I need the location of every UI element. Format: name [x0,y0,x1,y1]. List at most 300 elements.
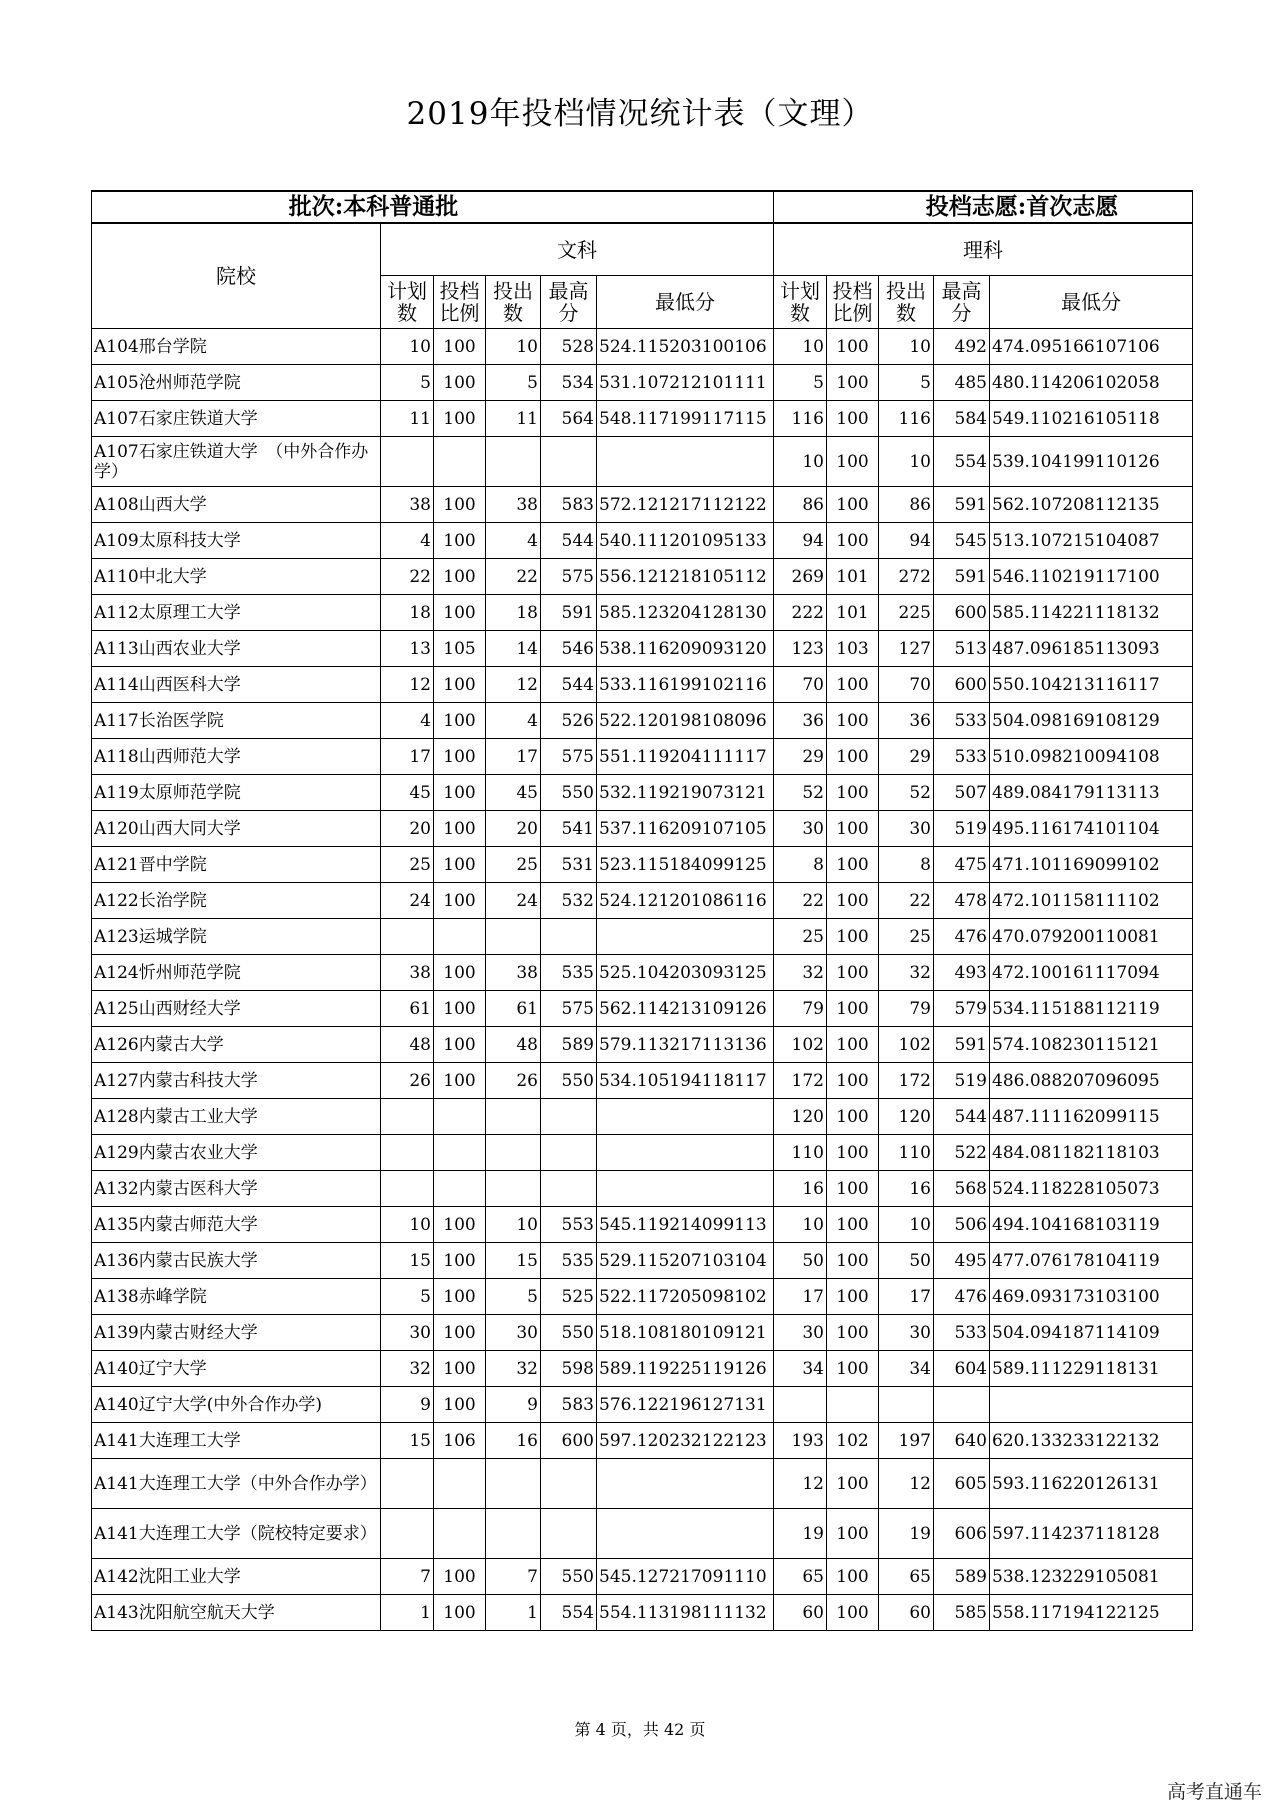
arts-min-cell: 538.116209093120 [597,631,774,667]
science-ratio-cell: 100 [827,739,879,775]
science-max-cell: 579 [934,991,990,1027]
arts-min-cell: 562.114213109126 [597,991,774,1027]
arts-issued-cell [486,1171,541,1207]
science-max-cell: 568 [934,1171,990,1207]
science-max-cell: 533 [934,1315,990,1351]
science-plan-cell: 22 [774,883,827,919]
science-min-cell: 477.076178104119 [990,1243,1193,1279]
science-min-cell: 513.107215104087 [990,523,1193,559]
arts-max-cell: 550 [541,775,597,811]
science-issued-cell: 22 [879,883,934,919]
science-ratio-cell: 100 [827,847,879,883]
arts-col-issued: 投出数 [486,276,541,329]
arts-issued-cell: 12 [486,667,541,703]
science-max-cell: 492 [934,329,990,365]
school-name: A141大连理工大学（中外合作办学） [92,1459,381,1509]
arts-min-cell: 554.113198111132 [597,1595,774,1631]
arts-issued-cell: 5 [486,1279,541,1315]
school-name: A139内蒙古财经大学 [92,1315,381,1351]
arts-min-cell: 579.113217113136 [597,1027,774,1063]
science-plan-cell: 10 [774,437,827,487]
science-min-cell: 593.116220126131 [990,1459,1193,1509]
arts-max-cell: 526 [541,703,597,739]
science-plan-cell: 16 [774,1171,827,1207]
science-min-cell: 574.108230115121 [990,1027,1193,1063]
arts-max-cell: 535 [541,955,597,991]
arts-min-cell: 537.116209107105 [597,811,774,847]
science-min-cell: 589.111229118131 [990,1351,1193,1387]
school-name: A128内蒙古工业大学 [92,1099,381,1135]
arts-max-cell: 544 [541,667,597,703]
science-plan-cell: 269 [774,559,827,595]
arts-ratio-cell: 100 [434,523,486,559]
arts-min-cell: 531.107212101111 [597,365,774,401]
science-ratio-cell [827,1387,879,1423]
arts-issued-cell: 4 [486,523,541,559]
science-col-plan: 计划数 [774,276,827,329]
arts-plan-cell: 24 [381,883,434,919]
arts-ratio-cell: 100 [434,559,486,595]
science-issued-cell: 12 [879,1459,934,1509]
table-row [92,595,1193,631]
science-max-cell: 591 [934,559,990,595]
school-name: A124忻州师范学院 [92,955,381,991]
arts-ratio-cell [434,1135,486,1171]
arts-plan-cell: 7 [381,1559,434,1595]
arts-plan-cell: 45 [381,775,434,811]
science-max-cell: 640 [934,1423,990,1459]
arts-issued-cell: 11 [486,401,541,437]
science-plan-cell: 30 [774,811,827,847]
science-min-cell: 504.094187114109 [990,1315,1193,1351]
arts-plan-cell: 48 [381,1027,434,1063]
arts-issued-cell: 25 [486,847,541,883]
school-name: A123运城学院 [92,919,381,955]
arts-max-cell: 535 [541,1243,597,1279]
science-min-cell: 487.096185113093 [990,631,1193,667]
science-ratio-cell: 100 [827,883,879,919]
arts-min-cell: 545.119214099113 [597,1207,774,1243]
science-plan-cell: 79 [774,991,827,1027]
arts-issued-cell: 38 [486,487,541,523]
school-name: A132内蒙古医科大学 [92,1171,381,1207]
arts-plan-cell: 26 [381,1063,434,1099]
science-min-cell: 562.107208112135 [990,487,1193,523]
science-plan-cell: 50 [774,1243,827,1279]
arts-plan-cell: 20 [381,811,434,847]
arts-ratio-cell: 100 [434,667,486,703]
science-plan-cell: 94 [774,523,827,559]
science-min-cell: 470.079200110081 [990,919,1193,955]
arts-max-cell: 583 [541,487,597,523]
arts-issued-cell: 20 [486,811,541,847]
science-max-cell: 507 [934,775,990,811]
science-min-cell: 524.118228105073 [990,1171,1193,1207]
science-min-cell: 620.133233122132 [990,1423,1193,1459]
science-plan-cell: 8 [774,847,827,883]
science-issued-cell: 10 [879,437,934,487]
science-col-issued: 投出数 [879,276,934,329]
science-plan-cell: 110 [774,1135,827,1171]
science-ratio-cell: 100 [827,1027,879,1063]
arts-min-cell: 534.105194118117 [597,1063,774,1099]
science-issued-cell: 19 [879,1509,934,1559]
table-row [92,523,1193,559]
arts-max-cell [541,1135,597,1171]
science-plan-cell: 10 [774,1207,827,1243]
science-ratio-cell: 100 [827,955,879,991]
table-row [92,955,1193,991]
table-row [92,1315,1193,1351]
science-plan-cell: 19 [774,1509,827,1559]
table-row [92,1423,1193,1459]
arts-min-cell [597,1099,774,1135]
science-max-cell: 475 [934,847,990,883]
school-name: A112太原理工大学 [92,595,381,631]
watermark: 高考直通车 [1166,1781,1262,1803]
arts-plan-cell [381,1459,434,1509]
science-plan-cell: 193 [774,1423,827,1459]
arts-min-cell: 529.115207103104 [597,1243,774,1279]
science-min-cell: 472.100161117094 [990,955,1193,991]
school-name: A127内蒙古科技大学 [92,1063,381,1099]
table-row [92,1595,1193,1631]
arts-issued-cell: 9 [486,1387,541,1423]
science-ratio-cell: 100 [827,1171,879,1207]
science-plan-cell: 29 [774,739,827,775]
science-ratio-cell: 100 [827,523,879,559]
science-ratio-cell: 100 [827,437,879,487]
arts-issued-cell: 45 [486,775,541,811]
science-plan-cell: 102 [774,1027,827,1063]
arts-min-cell: 522.120198108096 [597,703,774,739]
arts-issued-cell [486,437,541,487]
school-name: A108山西大学 [92,487,381,523]
science-ratio-cell: 100 [827,1243,879,1279]
science-issued-cell: 8 [879,847,934,883]
science-issued-cell: 5 [879,365,934,401]
admission-table [91,190,1193,1631]
document-title: 2019年投档情况统计表（文理） [406,96,874,132]
arts-min-cell: 523.115184099125 [597,847,774,883]
arts-ratio-cell [434,1459,486,1509]
arts-ratio-cell: 100 [434,811,486,847]
arts-issued-cell: 14 [486,631,541,667]
arts-ratio-cell: 100 [434,1027,486,1063]
table-row [92,329,1193,365]
arts-ratio-cell: 100 [434,847,486,883]
science-issued-cell: 79 [879,991,934,1027]
arts-min-cell [597,1459,774,1509]
science-issued-cell: 272 [879,559,934,595]
arts-header: 文科 [381,223,774,276]
arts-plan-cell [381,1171,434,1207]
science-max-cell: 519 [934,1063,990,1099]
arts-min-cell: 533.116199102116 [597,667,774,703]
batch-label: 批次:本科普通批 [92,191,774,223]
science-plan-cell: 120 [774,1099,827,1135]
arts-max-cell: 541 [541,811,597,847]
school-name: A129内蒙古农业大学 [92,1135,381,1171]
science-ratio-cell: 101 [827,595,879,631]
science-plan-cell: 30 [774,1315,827,1351]
science-plan-cell: 12 [774,1459,827,1509]
science-min-cell: 510.098210094108 [990,739,1193,775]
science-max-cell: 591 [934,1027,990,1063]
science-max-cell: 544 [934,1099,990,1135]
arts-ratio-cell: 100 [434,401,486,437]
science-issued-cell: 60 [879,1595,934,1631]
arts-ratio-cell: 100 [434,739,486,775]
table-row [92,847,1193,883]
science-issued-cell: 34 [879,1351,934,1387]
science-ratio-cell: 100 [827,1459,879,1509]
arts-plan-cell: 1 [381,1595,434,1631]
arts-max-cell: 553 [541,1207,597,1243]
arts-max-cell: 532 [541,883,597,919]
science-ratio-cell: 100 [827,991,879,1027]
science-plan-cell: 10 [774,329,827,365]
arts-ratio-cell [434,1099,486,1135]
science-ratio-cell: 100 [827,667,879,703]
arts-max-cell: 546 [541,631,597,667]
science-issued-cell: 50 [879,1243,934,1279]
science-ratio-cell: 100 [827,365,879,401]
school-name: A136内蒙古民族大学 [92,1243,381,1279]
science-min-cell: 597.114237118128 [990,1509,1193,1559]
arts-min-cell: 576.122196127131 [597,1387,774,1423]
science-issued-cell: 30 [879,811,934,847]
science-min-cell: 489.084179113113 [990,775,1193,811]
science-issued-cell: 36 [879,703,934,739]
science-min-cell: 486.088207096095 [990,1063,1193,1099]
science-min-cell: 471.101169099102 [990,847,1193,883]
table-row [92,487,1193,523]
table-row [92,559,1193,595]
science-ratio-cell: 102 [827,1423,879,1459]
science-min-cell: 474.095166107106 [990,329,1193,365]
arts-min-cell [597,437,774,487]
arts-issued-cell: 24 [486,883,541,919]
science-issued-cell: 127 [879,631,934,667]
arts-plan-cell [381,1509,434,1559]
arts-plan-cell: 13 [381,631,434,667]
arts-issued-cell: 38 [486,955,541,991]
science-min-cell: 495.116174101104 [990,811,1193,847]
arts-plan-cell: 15 [381,1423,434,1459]
science-ratio-cell: 100 [827,1207,879,1243]
science-max-cell: 600 [934,595,990,631]
science-min-cell: 546.110219117100 [990,559,1193,595]
arts-ratio-cell [434,1171,486,1207]
science-ratio-cell: 100 [827,1135,879,1171]
science-min-cell: 469.093173103100 [990,1279,1193,1315]
arts-min-cell: 589.119225119126 [597,1351,774,1387]
school-name: A107石家庄铁道大学 （中外合作办学） [92,437,381,487]
arts-plan-cell: 32 [381,1351,434,1387]
arts-max-cell: 550 [541,1315,597,1351]
arts-ratio-cell [434,437,486,487]
arts-issued-cell: 1 [486,1595,541,1631]
science-max-cell [934,1387,990,1423]
science-max-cell: 476 [934,919,990,955]
science-plan-cell: 70 [774,667,827,703]
arts-issued-cell: 18 [486,595,541,631]
school-name: A104邢台学院 [92,329,381,365]
arts-issued-cell: 16 [486,1423,541,1459]
arts-plan-cell: 4 [381,523,434,559]
arts-issued-cell: 22 [486,559,541,595]
school-name: A141大连理工大学 [92,1423,381,1459]
school-name: A117长治医学院 [92,703,381,739]
arts-ratio-cell: 100 [434,775,486,811]
arts-plan-cell: 17 [381,739,434,775]
arts-plan-cell: 15 [381,1243,434,1279]
science-plan-cell: 52 [774,775,827,811]
arts-plan-cell [381,1135,434,1171]
science-issued-cell: 10 [879,1207,934,1243]
arts-max-cell: 550 [541,1559,597,1595]
school-name: A141大连理工大学（院校特定要求） [92,1509,381,1559]
arts-ratio-cell: 100 [434,1243,486,1279]
school-name: A118山西师范大学 [92,739,381,775]
arts-issued-cell: 61 [486,991,541,1027]
arts-col-plan: 计划数 [381,276,434,329]
science-issued-cell: 172 [879,1063,934,1099]
table-row [92,811,1193,847]
arts-ratio-cell: 100 [434,703,486,739]
science-max-cell: 600 [934,667,990,703]
science-max-cell: 533 [934,739,990,775]
school-name: A121晋中学院 [92,847,381,883]
arts-issued-cell: 7 [486,1559,541,1595]
arts-ratio-cell: 100 [434,955,486,991]
arts-min-cell [597,1171,774,1207]
arts-col-min: 最低分 [597,276,774,329]
science-min-cell: 480.114206102058 [990,365,1193,401]
arts-min-cell: 524.115203100106 [597,329,774,365]
science-ratio-cell: 100 [827,1279,879,1315]
arts-plan-cell: 10 [381,1207,434,1243]
table-row [92,883,1193,919]
science-plan-cell: 32 [774,955,827,991]
science-max-cell: 606 [934,1509,990,1559]
science-min-cell: 549.110216105118 [990,401,1193,437]
science-max-cell: 604 [934,1351,990,1387]
science-issued-cell: 197 [879,1423,934,1459]
school-name: A126内蒙古大学 [92,1027,381,1063]
science-ratio-cell: 100 [827,1509,879,1559]
science-ratio-cell: 100 [827,1595,879,1631]
arts-max-cell: 575 [541,739,597,775]
science-plan-cell: 222 [774,595,827,631]
arts-issued-cell [486,1099,541,1135]
table-row [92,1459,1193,1509]
table-row [92,1099,1193,1135]
science-issued-cell: 225 [879,595,934,631]
table-row [92,1063,1193,1099]
institution-header: 院校 [92,223,381,329]
arts-min-cell: 556.121218105112 [597,559,774,595]
science-issued-cell: 30 [879,1315,934,1351]
table-row [92,1243,1193,1279]
science-max-cell: 591 [934,487,990,523]
science-issued-cell: 25 [879,919,934,955]
arts-max-cell: 550 [541,1063,597,1099]
arts-issued-cell [486,1459,541,1509]
science-ratio-cell: 100 [827,329,879,365]
science-max-cell: 545 [934,523,990,559]
arts-ratio-cell: 105 [434,631,486,667]
science-issued-cell: 16 [879,1171,934,1207]
science-plan-cell: 17 [774,1279,827,1315]
arts-plan-cell: 4 [381,703,434,739]
table-row [92,1171,1193,1207]
arts-issued-cell: 48 [486,1027,541,1063]
arts-min-cell: 540.111201095133 [597,523,774,559]
arts-plan-cell: 18 [381,595,434,631]
arts-min-cell: 525.104203093125 [597,955,774,991]
arts-plan-cell: 22 [381,559,434,595]
arts-max-cell [541,1509,597,1559]
science-min-cell: 472.101158111102 [990,883,1193,919]
arts-max-cell: 591 [541,595,597,631]
science-ratio-cell: 100 [827,775,879,811]
arts-plan-cell: 38 [381,955,434,991]
table-row [92,667,1193,703]
science-plan-cell: 123 [774,631,827,667]
arts-plan-cell: 5 [381,365,434,401]
arts-issued-cell: 10 [486,1207,541,1243]
arts-max-cell: 600 [541,1423,597,1459]
arts-min-cell: 572.121217112122 [597,487,774,523]
table-row [92,1559,1193,1595]
science-issued-cell: 86 [879,487,934,523]
arts-issued-cell: 30 [486,1315,541,1351]
arts-max-cell [541,437,597,487]
science-plan-cell [774,1387,827,1423]
school-name: A110中北大学 [92,559,381,595]
science-issued-cell: 120 [879,1099,934,1135]
arts-plan-cell: 11 [381,401,434,437]
school-name: A105沧州师范学院 [92,365,381,401]
arts-min-cell [597,1135,774,1171]
table-row [92,739,1193,775]
science-max-cell: 589 [934,1559,990,1595]
school-name: A120山西大同大学 [92,811,381,847]
science-ratio-cell: 100 [827,1351,879,1387]
science-issued-cell [879,1387,934,1423]
science-min-cell: 550.104213116117 [990,667,1193,703]
arts-ratio-cell: 100 [434,1315,486,1351]
science-ratio-cell: 100 [827,811,879,847]
science-plan-cell: 25 [774,919,827,955]
arts-max-cell: 575 [541,559,597,595]
arts-min-cell: 524.121201086116 [597,883,774,919]
table-row [92,1387,1193,1423]
science-plan-cell: 36 [774,703,827,739]
arts-max-cell [541,919,597,955]
science-col-max: 最高分 [934,276,990,329]
science-max-cell: 554 [934,437,990,487]
science-min-cell: 484.081182118103 [990,1135,1193,1171]
science-issued-cell: 52 [879,775,934,811]
arts-ratio-cell: 100 [434,329,486,365]
science-ratio-cell: 100 [827,1099,879,1135]
arts-col-ratio: 投档比例 [434,276,486,329]
science-min-cell: 558.117194122125 [990,1595,1193,1631]
arts-plan-cell [381,919,434,955]
